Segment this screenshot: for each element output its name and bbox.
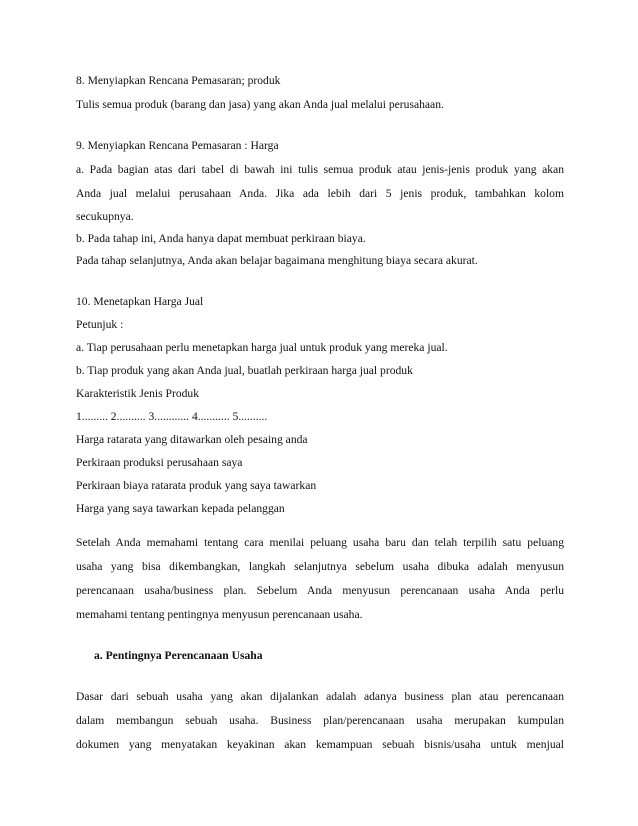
offered-price-row: Harga yang saya tawarkan kepada pelanggan	[76, 502, 285, 515]
cost-estimate-row: Perkiraan biaya ratarata produk yang saya tawarkan	[76, 479, 317, 492]
product-characteristics: Karakteristik Jenis Produk	[76, 387, 200, 400]
instruction-b: b. Tiap produk yang akan Anda jual, buatlah perkiraan harga jual produk	[76, 364, 413, 377]
section-9-line-c: Pada tahap selanjutnya, Anda akan belajar bagaimana menghitung biaya secara akurat.	[76, 254, 478, 267]
paragraph-2-line-2: dalam membangun sebuah usaha. Business plan/perencanaan usaha merupakan kumpulan	[76, 714, 564, 727]
instructions-label: Petunjuk :	[76, 318, 124, 331]
section-8-text: Tulis semua produk (barang dan jasa) yang akan Anda jual melalui perusahaan.	[76, 98, 444, 111]
paragraph-1-line-2: usaha yang bisa dikembangkan, langkah selanjutnya sebelum usaha dibuka adalah menyusun	[76, 560, 564, 573]
competitor-price-row: Harga ratarata yang ditawarkan oleh pesaing anda	[76, 433, 308, 446]
paragraph-1-line-1: Setelah Anda memahami tentang cara menilai peluang usaha baru dan telah terpilih satu peluang	[76, 536, 564, 549]
paragraph-1-line-4: memahami tentang pentingnya menyusun perencanaan usaha.	[76, 608, 363, 621]
instruction-a: a. Tiap perusahaan perlu menetapkan harga jual untuk produk yang mereka jual.	[76, 341, 448, 354]
paragraph-2-line-1: Dasar dari sebuah usaha yang akan dijalankan adalah adanya business plan atau perencanaan	[76, 690, 564, 703]
section-9-line-a1: a. Pada bagian atas dari tabel di bawah ini tulis semua produk atau jenis-jenis produk yang akan	[76, 163, 564, 176]
paragraph-2-line-3: dokumen yang menyatakan keyakinan akan kemampuan sebuah bisnis/usaha untuk menjual	[76, 738, 564, 751]
section-8-heading: 8. Menyiapkan Rencana Pemasaran; produk	[76, 74, 281, 87]
section-9-line-a3: secukupnya.	[76, 210, 134, 223]
section-9-line-b: b. Pada tahap ini, Anda hanya dapat membuat perkiraan biaya.	[76, 232, 366, 245]
section-9-line-a2: Anda jual melalui perusahaan Anda. Jika ada lebih dari 5 jenis produk, tambahkan kolom	[76, 187, 564, 200]
subsection-heading: a. Pentingnya Perencanaan Usaha	[94, 649, 263, 662]
section-10-heading: 10. Menetapkan Harga Jual	[76, 295, 204, 308]
paragraph-1-line-3: perencanaan usaha/business plan. Sebelum Anda menyusun perencanaan usaha Anda perlu	[76, 584, 564, 597]
section-9-heading: 9. Menyiapkan Rencana Pemasaran : Harga	[76, 139, 279, 152]
production-estimate-row: Perkiraan produksi perusahaan saya	[76, 456, 243, 469]
product-numbering: 1......... 2.......... 3............ 4........... 5..........	[76, 410, 268, 423]
